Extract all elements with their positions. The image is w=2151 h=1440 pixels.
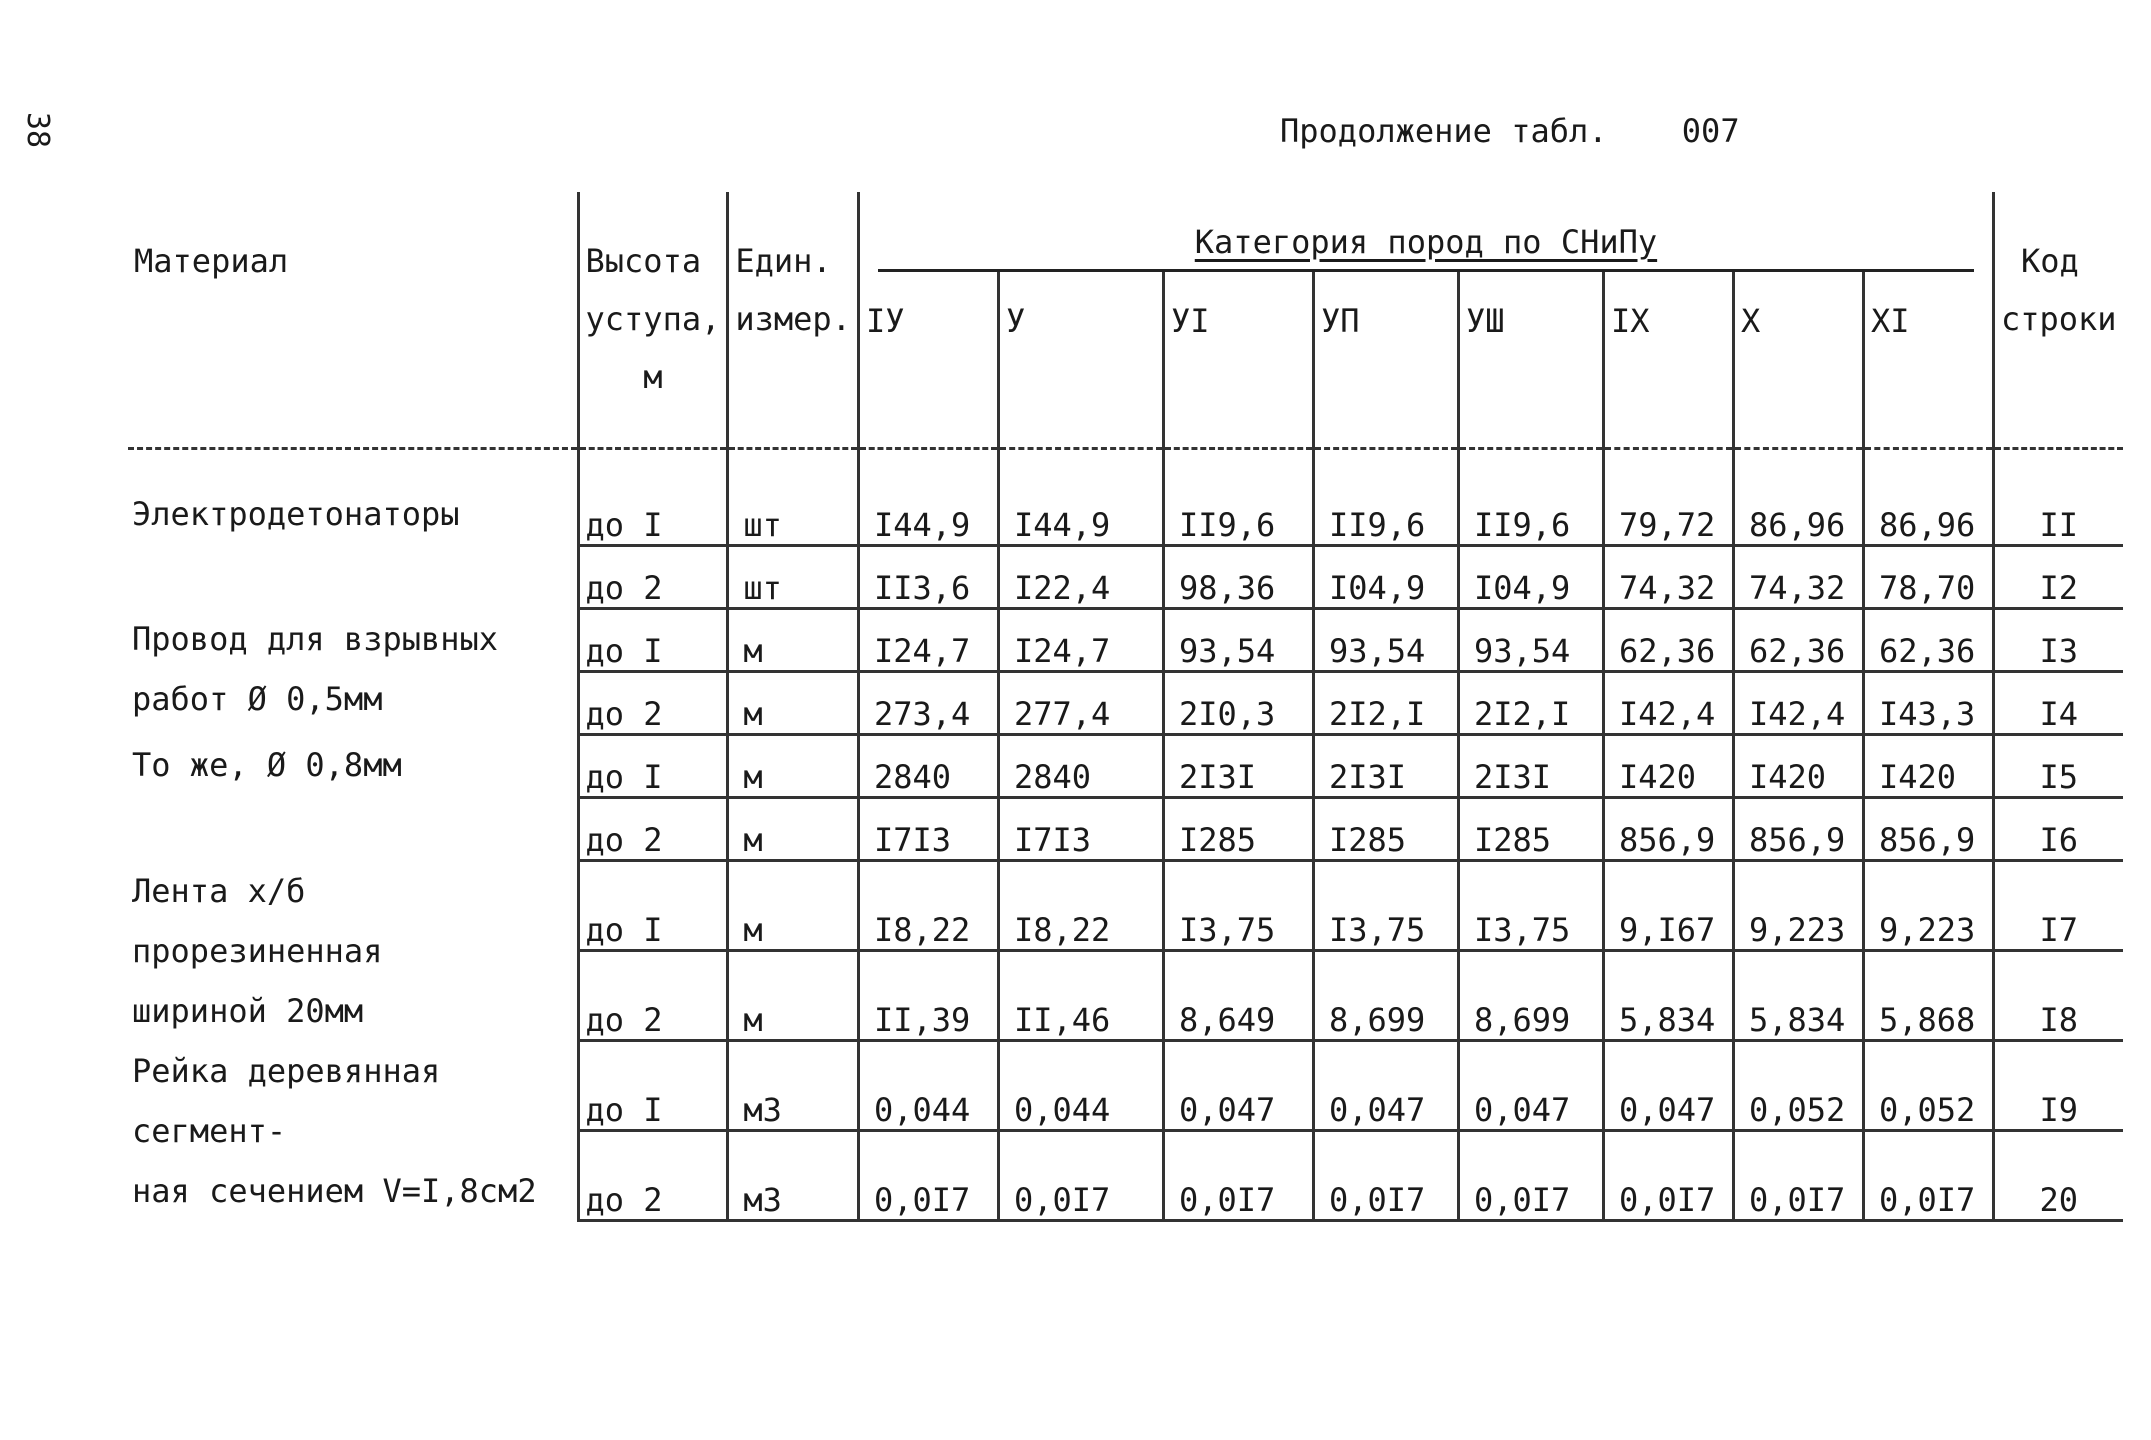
value-cell: 2I3I (1313, 735, 1458, 798)
value-cell: I3,75 (1163, 861, 1313, 951)
unit-cell: шт (728, 546, 859, 609)
row-code: I2 (1993, 546, 2122, 609)
value-cell: II9,6 (1163, 449, 1313, 546)
material-name (128, 861, 578, 1041)
value-cell: II3,6 (858, 546, 998, 609)
value-cell: 856,9 (1733, 798, 1863, 861)
row-code: 20 (1993, 1131, 2122, 1221)
row-code: I8 (1993, 951, 2122, 1041)
height-cell: до 2 (578, 951, 728, 1041)
unit-header (728, 192, 859, 449)
value-cell: I44,9 (858, 449, 998, 546)
value-cell: I3,75 (1313, 861, 1458, 951)
height-header-line-3: м (643, 358, 663, 396)
height-cell: до 2 (578, 798, 728, 861)
value-cell: I42,4 (1733, 672, 1863, 735)
row-code: I4 (1993, 672, 2122, 735)
value-cell: 856,9 (1603, 798, 1733, 861)
value-cell: 8,699 (1313, 951, 1458, 1041)
page-number: 38 (20, 112, 55, 149)
value-cell: 98,36 (1163, 546, 1313, 609)
row-code: I5 (1993, 735, 2122, 798)
value-cell: II9,6 (1313, 449, 1458, 546)
unit-cell: м (728, 798, 859, 861)
value-cell: 93,54 (1458, 609, 1603, 672)
category-column-header: УШ (1458, 272, 1603, 449)
value-cell: II,46 (998, 951, 1163, 1041)
value-cell: 277,4 (998, 672, 1163, 735)
material-name-line: Лента х/б прорезиненная (132, 871, 383, 970)
table-row (128, 1041, 2123, 1131)
table-head-row (128, 192, 2123, 272)
value-cell: I420 (1603, 735, 1733, 798)
value-cell: 2I3I (1458, 735, 1603, 798)
material-name-line: шириной 20мм (132, 991, 364, 1030)
row-code: I9 (1993, 1041, 2122, 1131)
height-cell: до I (578, 1041, 728, 1131)
value-cell: 0,0I7 (1603, 1131, 1733, 1221)
table-header (1280, 112, 1740, 150)
value-cell: 5,834 (1733, 951, 1863, 1041)
material-name-line: Провод для взрывных (132, 619, 499, 658)
value-cell: I420 (1733, 735, 1863, 798)
row-code: I7 (1993, 861, 2122, 951)
category-column-header: IX (1603, 272, 1733, 449)
material-name (128, 735, 578, 861)
unit-cell: м (728, 861, 859, 951)
category-title: Категория пород по СНиПу (1194, 223, 1658, 261)
value-cell: 0,0I7 (1733, 1131, 1863, 1221)
value-cell: 74,32 (1603, 546, 1733, 609)
unit-cell: шт (728, 449, 859, 546)
unit-cell: м (728, 735, 859, 798)
value-cell: I22,4 (998, 546, 1163, 609)
value-cell: 2840 (998, 735, 1163, 798)
value-cell: 2I2,I (1313, 672, 1458, 735)
value-cell: 0,0I7 (858, 1131, 998, 1221)
value-cell: 0,047 (1603, 1041, 1733, 1131)
value-cell: 9,223 (1733, 861, 1863, 951)
row-code: I6 (1993, 798, 2122, 861)
table-row (128, 609, 2123, 672)
value-cell: 9,I67 (1603, 861, 1733, 951)
value-cell: 5,868 (1863, 951, 1993, 1041)
category-column-header: X (1733, 272, 1863, 449)
material-name (128, 449, 578, 609)
value-cell: 0,047 (1458, 1041, 1603, 1131)
value-cell: II,39 (858, 951, 998, 1041)
value-cell: I44,9 (998, 449, 1163, 546)
value-cell: I24,7 (858, 609, 998, 672)
value-cell: 8,699 (1458, 951, 1603, 1041)
value-cell: 2I2,I (1458, 672, 1603, 735)
code-header-line-1: Код (2020, 242, 2079, 280)
table-row (128, 861, 2123, 951)
value-cell: 0,047 (1313, 1041, 1458, 1131)
unit-header-line-1: Един. (735, 242, 832, 280)
value-cell: 2I0,3 (1163, 672, 1313, 735)
value-cell: 273,4 (858, 672, 998, 735)
value-cell: 0,052 (1733, 1041, 1863, 1131)
value-cell: 62,36 (1603, 609, 1733, 672)
table-row (128, 449, 2123, 546)
value-cell: 86,96 (1863, 449, 1993, 546)
category-column-header: XI (1863, 272, 1993, 449)
value-cell: 9,223 (1863, 861, 1993, 951)
row-code: I3 (1993, 609, 2122, 672)
value-cell: I7I3 (998, 798, 1163, 861)
material-name-line: ная сечением V=I,8см2 (132, 1171, 537, 1210)
category-column-header: УI (1163, 272, 1313, 449)
table-body (128, 449, 2123, 1221)
material-name-line: То же, Ø 0,8мм (132, 745, 402, 784)
material-header-label: Материал (134, 242, 289, 280)
height-cell: до I (578, 861, 728, 951)
material-name-line: Электродетонаторы (132, 495, 460, 533)
table-number: 007 (1681, 112, 1740, 150)
height-cell: до 2 (578, 1131, 728, 1221)
value-cell: 0,052 (1863, 1041, 1993, 1131)
value-cell: 79,72 (1603, 449, 1733, 546)
category-column-header: УП (1313, 272, 1458, 449)
category-column-header: IУ (858, 272, 998, 449)
value-cell: 86,96 (1733, 449, 1863, 546)
material-header (128, 192, 578, 449)
value-cell: 62,36 (1863, 609, 1993, 672)
materials-table (128, 192, 2123, 1222)
category-rule (878, 261, 1974, 272)
unit-cell: м (728, 672, 859, 735)
value-cell: 5,834 (1603, 951, 1733, 1041)
unit-cell: м3 (728, 1131, 859, 1221)
value-cell: I24,7 (998, 609, 1163, 672)
value-cell: I3,75 (1458, 861, 1603, 951)
value-cell: 93,54 (1163, 609, 1313, 672)
value-cell: 0,0I7 (1863, 1131, 1993, 1221)
value-cell: I420 (1863, 735, 1993, 798)
height-header (578, 192, 728, 449)
value-cell: I04,9 (1458, 546, 1603, 609)
value-cell: 0,047 (1163, 1041, 1313, 1131)
code-header-line-2: строки (2000, 300, 2117, 338)
height-header-line-2: уступа, (585, 300, 721, 338)
unit-header-line-2: измер. (735, 300, 851, 338)
code-header (1993, 192, 2122, 449)
material-name-line: Рейка деревянная сегмент- (132, 1051, 441, 1150)
value-cell: I285 (1313, 798, 1458, 861)
height-cell: до I (578, 609, 728, 672)
continuation-label: Продолжение табл. (1280, 112, 1608, 150)
value-cell: 0,044 (998, 1041, 1163, 1131)
value-cell: I8,22 (858, 861, 998, 951)
value-cell: 93,54 (1313, 609, 1458, 672)
value-cell: 78,70 (1863, 546, 1993, 609)
material-name (128, 1041, 578, 1221)
value-cell: 0,0I7 (1313, 1131, 1458, 1221)
value-cell: II9,6 (1458, 449, 1603, 546)
value-cell: 74,32 (1733, 546, 1863, 609)
value-cell: I43,3 (1863, 672, 1993, 735)
value-cell: 0,0I7 (1163, 1131, 1313, 1221)
value-cell: I7I3 (858, 798, 998, 861)
unit-cell: м (728, 951, 859, 1041)
value-cell: 0,0I7 (998, 1131, 1163, 1221)
material-name-line: работ Ø 0,5мм (132, 679, 383, 718)
height-cell: до I (578, 735, 728, 798)
value-cell: 0,044 (858, 1041, 998, 1131)
value-cell: 0,0I7 (1458, 1131, 1603, 1221)
table-row (128, 735, 2123, 798)
value-cell: I04,9 (1313, 546, 1458, 609)
value-cell: I285 (1163, 798, 1313, 861)
height-header-line-1: Высота (585, 242, 702, 280)
value-cell: 8,649 (1163, 951, 1313, 1041)
value-cell: I8,22 (998, 861, 1163, 951)
height-cell: до 2 (578, 672, 728, 735)
value-cell: I42,4 (1603, 672, 1733, 735)
unit-cell: м (728, 609, 859, 672)
category-title-cell (858, 192, 1993, 272)
value-cell: 2840 (858, 735, 998, 798)
value-cell: 62,36 (1733, 609, 1863, 672)
category-column-header: У (998, 272, 1163, 449)
row-code: II (1993, 449, 2122, 546)
value-cell: 856,9 (1863, 798, 1993, 861)
unit-cell: м3 (728, 1041, 859, 1131)
height-cell: до I (578, 449, 728, 546)
value-cell: I285 (1458, 798, 1603, 861)
value-cell: 2I3I (1163, 735, 1313, 798)
height-cell: до 2 (578, 546, 728, 609)
material-name (128, 609, 578, 735)
